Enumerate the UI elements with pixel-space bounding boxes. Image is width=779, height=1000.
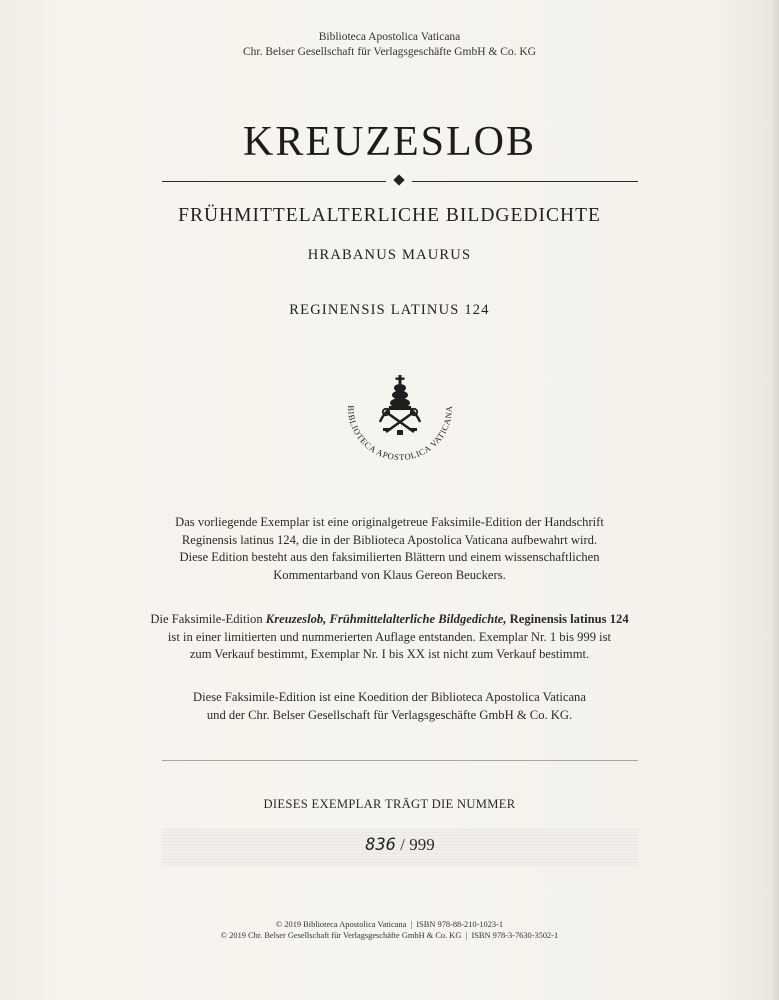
paragraph-limited-edition: [0, 611, 779, 664]
paragraph-2-intro: Die Faksimile-Edition: [150, 612, 266, 626]
paragraph-1-line-4: Kommentarband von Klaus Gereon Beuckers.: [273, 567, 506, 582]
section-divider: [162, 760, 638, 761]
paragraph-edition-description: [0, 514, 779, 584]
paragraph-3-line-1: Diese Faksimile-Edition ist eine Koedition der Biblioteca Apostolica Vaticana: [193, 690, 586, 704]
exemplar-number-label: DIESES EXEMPLAR TRÄGT DIE NUMMER: [263, 797, 516, 811]
paragraph-2-line-1: [0, 611, 779, 629]
exemplar-number-total: 999: [409, 835, 435, 854]
paragraph-1-line-2: Reginensis latinus 124, die in der Biblioteca Apostolica Vaticana aufbewahrt wird.: [181, 532, 598, 547]
title-rule-left: [162, 181, 386, 182]
edition-title-italic: Kreuzeslob, Frühmittelalterliche Bildgedichte,: [265, 612, 507, 626]
paragraph-3-line-2: und der Chr. Belser Gesellschaft für Verlagsgeschäfte GmbH & Co. KG.: [206, 707, 573, 722]
paragraph-1-line-1: Das vorliegende Exemplar ist eine originalgetreue Faksimile-Edition der Handschrift: [175, 515, 604, 529]
edition-shelfmark-bold: Reginensis latinus 124: [506, 612, 629, 626]
paragraph-coedition: [0, 689, 779, 724]
paragraph-2-line-3: zum Verkauf bestimmt, Exemplar Nr. I bis XX ist nicht zum Verkauf bestimmt.: [189, 647, 590, 662]
paragraph-2-line-2: ist in einer limitierten und nummerierten Auflage entstanden. Exemplar Nr. 1 bis 999 ist: [167, 629, 612, 644]
publisher-line-2: Chr. Belser Gesellschaft für Verlagsgeschäfte GmbH & Co. KG: [243, 46, 536, 58]
exemplar-number-separator: /: [400, 835, 405, 854]
title-rule-right: [412, 181, 638, 182]
shelfmark: REGINENSIS LATINUS 124: [289, 302, 490, 318]
paragraph-1-line-3: Diese Edition besteht aus den faksimilierten Blättern und einem wissenschaftlichen: [179, 550, 600, 565]
author: HRABANUS MAURUS: [307, 247, 472, 263]
logo-arc-text: BIBLIOTECA APOSTOLICA VATICANA: [345, 405, 455, 463]
copyright-line-2: © 2019 Chr. Belser Gesellschaft für Verlagsgeschäfte GmbH & Co. KG | ISBN 978-3-7630-3502-1: [220, 931, 559, 940]
copyright-line-1: © 2019 Biblioteca Apostolica Vaticana | ISBN 978-88-210-1023-1: [275, 920, 504, 929]
diamond-ornament-icon: [393, 174, 404, 185]
exemplar-number-row: [162, 835, 638, 855]
vatican-library-logo: [330, 372, 470, 472]
subtitle: FRÜHMITTELALTERLICHE BILDGEDICHTE: [178, 205, 601, 226]
main-title: KREUZESLOB: [243, 119, 536, 165]
papal-tiara-keys-emblem-icon: [380, 375, 420, 435]
publishers-block: [0, 30, 779, 60]
copyright-footer: [0, 919, 779, 941]
publisher-line-1: Biblioteca Apostolica Vaticana: [318, 31, 461, 43]
exemplar-number-handwritten: 836: [365, 835, 396, 855]
